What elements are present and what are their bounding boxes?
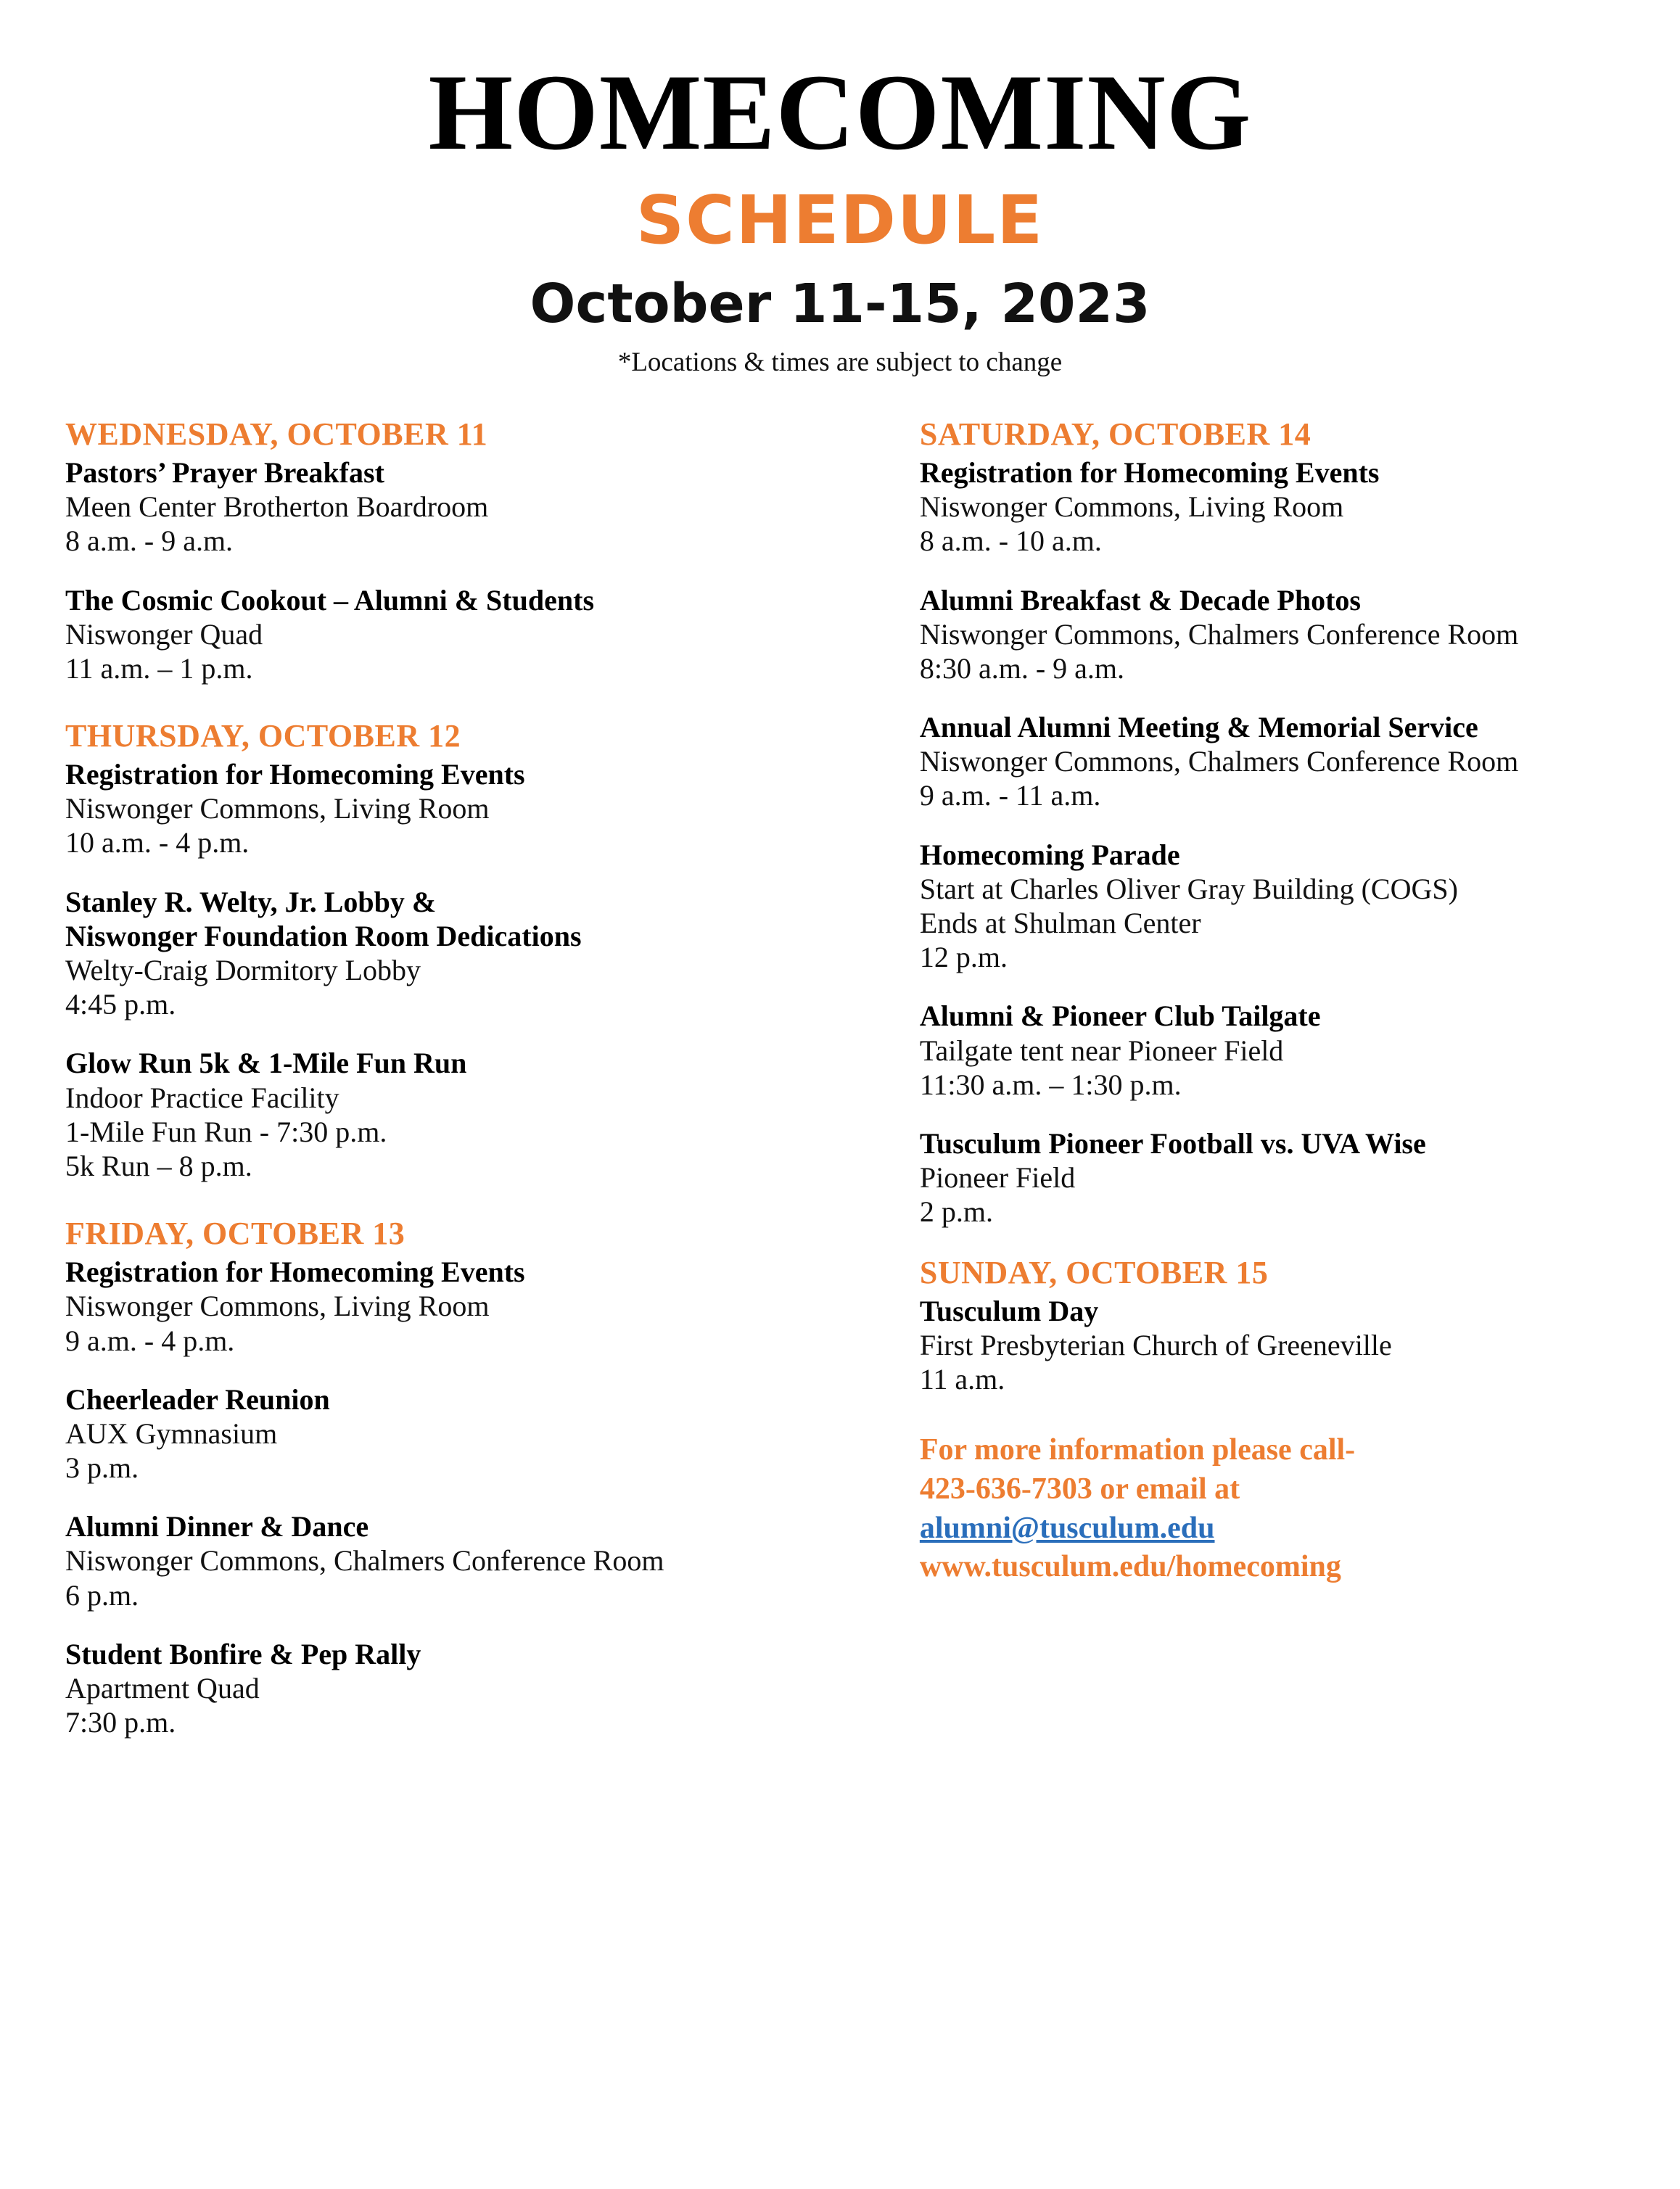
event-time: 11 a.m. – 1 p.m. [65, 651, 253, 685]
event-item [920, 583, 1615, 686]
event-item [65, 1382, 876, 1485]
event-name: Cheerleader Reunion [65, 1382, 330, 1416]
event-location: Pioneer Field [919, 1161, 1076, 1195]
event-time: 8 a.m. - 10 a.m. [919, 524, 1102, 558]
event-item [65, 885, 876, 1022]
event-location: Niswonger Commons, Living Room [65, 1290, 490, 1323]
event-item [65, 1637, 876, 1740]
event-name: Registration for Homecoming Events [65, 1256, 525, 1289]
event-time: 7:30 p.m. [65, 1706, 176, 1739]
day-heading-saturday: SATURDAY, OCTOBER 14 [919, 416, 1312, 452]
event-name: Alumni Breakfast & Decade Photos [919, 583, 1361, 617]
event-location: Niswonger Quad [65, 617, 263, 651]
schedule-right-column [920, 416, 1615, 1587]
contact-line-2: 423-636-7303 or email at [919, 1472, 1240, 1506]
event-time-secondary: 5k Run – 8 p.m. [65, 1149, 252, 1182]
event-date-range: October 11-15, 2023 [530, 272, 1150, 335]
event-item [65, 583, 876, 686]
event-location: Niswonger Commons, Chalmers Conference Room [919, 617, 1519, 651]
contact-line-1: For more information please call- [919, 1433, 1356, 1467]
event-location: Niswonger Commons, Chalmers Conference Room [65, 1544, 664, 1578]
event-location: Niswonger Commons, Chalmers Conference Room [919, 745, 1519, 778]
contact-block [920, 1431, 1615, 1587]
event-name: Homecoming Parade [919, 838, 1180, 871]
event-time: 11 a.m. [919, 1362, 1005, 1396]
event-name: Registration for Homecoming Events [919, 455, 1380, 489]
day-heading-friday: FRIDAY, OCTOBER 13 [65, 1216, 405, 1252]
event-name: Stanley R. Welty, Jr. Lobby & [65, 885, 437, 918]
contact-email-link[interactable]: alumni@tusculum.edu [919, 1511, 1215, 1545]
event-time: 10 a.m. - 4 p.m. [65, 826, 250, 859]
event-name: Annual Alumni Meeting & Memorial Service [919, 711, 1478, 744]
event-location: Tailgate tent near Pioneer Field [919, 1034, 1284, 1067]
event-item [920, 1126, 1615, 1229]
event-location: Meen Center Brotherton Boardroom [65, 490, 489, 524]
event-name: Tusculum Day [919, 1294, 1099, 1327]
event-location: AUX Gymnasium [65, 1417, 278, 1450]
disclaimer-note: *Locations & times are subject to change [617, 347, 1063, 377]
event-time: 9 a.m. - 4 p.m. [65, 1324, 235, 1357]
event-item [65, 757, 876, 860]
event-time: 1-Mile Fun Run - 7:30 p.m. [65, 1115, 387, 1148]
event-name: The Cosmic Cookout – Alumni & Students [65, 583, 595, 617]
event-time: 9 a.m. - 11 a.m. [919, 779, 1101, 812]
event-name: Glow Run 5k & 1-Mile Fun Run [65, 1047, 467, 1080]
event-time: 8:30 a.m. - 9 a.m. [919, 651, 1125, 685]
schedule-left-column [65, 416, 920, 1739]
event-location-secondary: Ends at Shulman Center [919, 907, 1201, 940]
event-time: 12 p.m. [919, 941, 1008, 974]
event-location: Niswonger Commons, Living Room [65, 792, 490, 825]
event-item [920, 1294, 1615, 1397]
event-location: Apartment Quad [65, 1672, 260, 1705]
event-name: Registration for Homecoming Events [65, 758, 525, 791]
event-name-line2: Niswonger Foundation Room Dedications [65, 919, 582, 952]
event-name: Alumni & Pioneer Club Tailgate [919, 999, 1321, 1033]
page-title: HOMECOMING [428, 52, 1252, 173]
event-time: 4:45 p.m. [65, 988, 176, 1021]
event-item [65, 1509, 876, 1612]
event-name: Alumni Dinner & Dance [65, 1510, 369, 1543]
event-location: Niswonger Commons, Living Room [919, 490, 1344, 524]
event-location: Start at Charles Oliver Gray Building (COGS) [919, 872, 1458, 905]
event-name: Student Bonfire & Pep Rally [65, 1637, 421, 1670]
event-item [920, 838, 1615, 975]
event-item [920, 455, 1615, 558]
event-name: Pastors’ Prayer Breakfast [65, 455, 384, 489]
event-location: Welty-Craig Dormitory Lobby [65, 954, 421, 987]
page-subtitle: SCHEDULE [635, 181, 1045, 259]
event-time: 8 a.m. - 9 a.m. [65, 524, 234, 558]
event-item [65, 455, 876, 558]
day-heading-wednesday: WEDNESDAY, OCTOBER 11 [65, 416, 488, 452]
event-location: First Presbyterian Church of Greeneville [919, 1328, 1392, 1361]
day-heading-sunday: SUNDAY, OCTOBER 15 [919, 1254, 1269, 1290]
event-name: Tusculum Pioneer Football vs. UVA Wise [919, 1126, 1426, 1160]
schedule-columns [65, 416, 1615, 1739]
day-heading-thursday: THURSDAY, OCTOBER 12 [65, 718, 461, 754]
contact-website[interactable]: www.tusculum.edu/homecoming [919, 1550, 1341, 1584]
event-time: 11:30 a.m. – 1:30 p.m. [919, 1068, 1182, 1101]
event-time: 3 p.m. [65, 1451, 139, 1485]
event-item [920, 710, 1615, 813]
event-item [920, 999, 1615, 1102]
event-item [65, 1046, 876, 1183]
event-time: 6 p.m. [65, 1578, 139, 1612]
event-item [65, 1255, 876, 1358]
event-time: 2 p.m. [919, 1195, 993, 1229]
event-location: Indoor Practice Facility [65, 1081, 339, 1114]
